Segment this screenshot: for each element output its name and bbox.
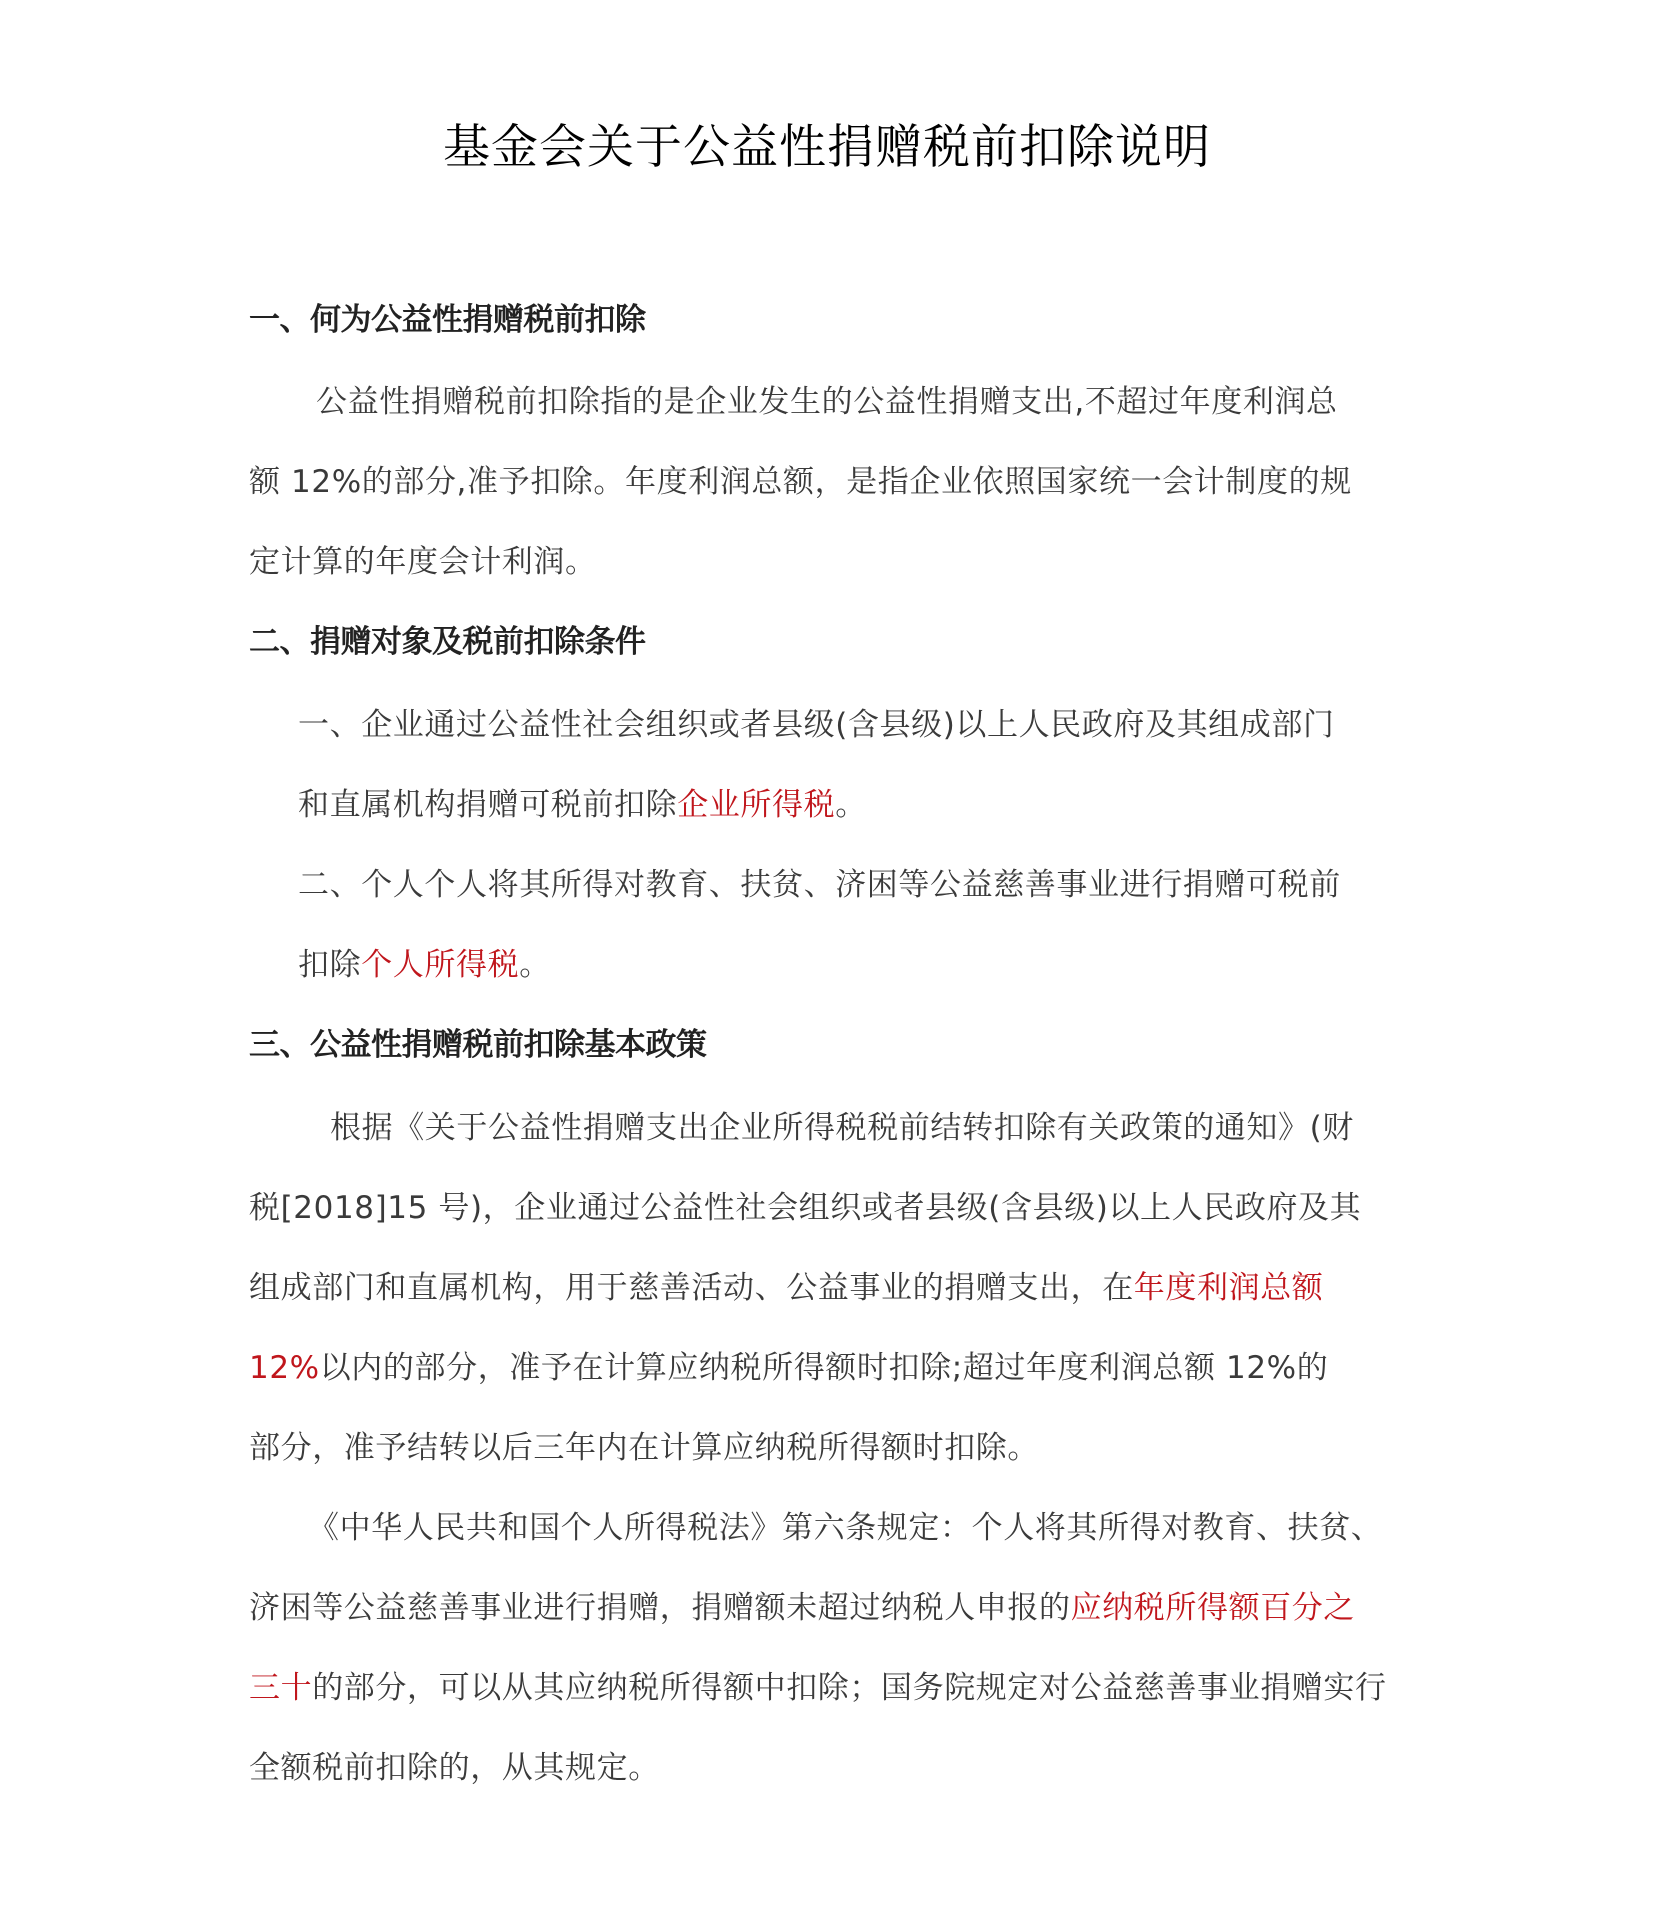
- section-3-paragraph-line: 部分，准予结转以后三年内在计算应纳税所得额时扣除。: [249, 1430, 1039, 1466]
- text: 和直属机构捐赠可税前扣除: [298, 787, 678, 823]
- section-3-paragraph-line: [249, 1346, 1399, 1390]
- section-2-item-2-cont: [298, 943, 1448, 987]
- text: 济困等公益慈善事业进行捐赠，捐赠额未超过纳税人申报的: [249, 1590, 1071, 1626]
- text: 的部分，可以从其应纳税所得额中扣除；国务院规定对公益慈善事业捐赠实行: [312, 1670, 1387, 1706]
- text: 。: [519, 947, 551, 983]
- highlight-text: 应纳税所得额百分之: [1070, 1590, 1356, 1626]
- section-1-heading: 一、何为公益性捐赠税前扣除: [249, 302, 646, 338]
- highlight-text: 个人所得税: [361, 947, 520, 983]
- text: 。: [835, 787, 867, 823]
- section-1-line: 额 12%的部分,准予扣除。年度利润总额，是指企业依照国家统一会计制度的规: [249, 464, 1352, 500]
- highlight-text: 年度利润总额: [1133, 1270, 1324, 1306]
- text: 扣除: [298, 947, 362, 983]
- document-title: 基金会关于公益性捐赠税前扣除说明: [443, 120, 1211, 175]
- highlight-text: 三十: [249, 1670, 313, 1706]
- section-3-heading: 三、公益性捐赠税前扣除基本政策: [249, 1027, 707, 1063]
- section-1-line: 公益性捐赠税前扣除指的是企业发生的公益性捐赠支出,不超过年度利润总: [316, 384, 1338, 420]
- section-3-paragraph-line: 全额税前扣除的，从其规定。: [249, 1750, 660, 1786]
- section-2-item-1-cont: [298, 783, 1448, 827]
- highlight-text: 企业所得税: [677, 787, 836, 823]
- section-2-item-2: 二、个人个人将其所得对教育、扶贫、济困等公益慈善事业进行捐赠可税前: [298, 867, 1341, 903]
- text: 以内的部分，准予在计算应纳税所得额时扣除;超过年度利润总额 12%的: [319, 1350, 1329, 1386]
- section-1-line: 定计算的年度会计利润。: [249, 544, 597, 580]
- section-2-item-1: 一、企业通过公益性社会组织或者县级(含县级)以上人民政府及其组成部门: [298, 707, 1335, 743]
- section-3-paragraph-line: [249, 1666, 1399, 1710]
- highlight-text: 12%: [249, 1350, 320, 1386]
- section-3-paragraph-line: 根据《关于公益性捐赠支出企业所得税税前结转扣除有关政策的通知》(财: [330, 1110, 1354, 1146]
- section-3-paragraph-line: [249, 1586, 1399, 1630]
- section-3-paragraph-line: [249, 1266, 1399, 1310]
- section-3-paragraph-line: 《中华人民共和国个人所得税法》第六条规定：个人将其所得对教育、扶贫、: [308, 1510, 1383, 1546]
- section-3-paragraph-line: 税[2018]15 号)，企业通过公益性社会组织或者县级(含县级)以上人民政府及其: [249, 1190, 1362, 1226]
- section-2-heading: 二、捐赠对象及税前扣除条件: [249, 624, 646, 660]
- text: 组成部门和直属机构，用于慈善活动、公益事业的捐赠支出，在: [249, 1270, 1134, 1306]
